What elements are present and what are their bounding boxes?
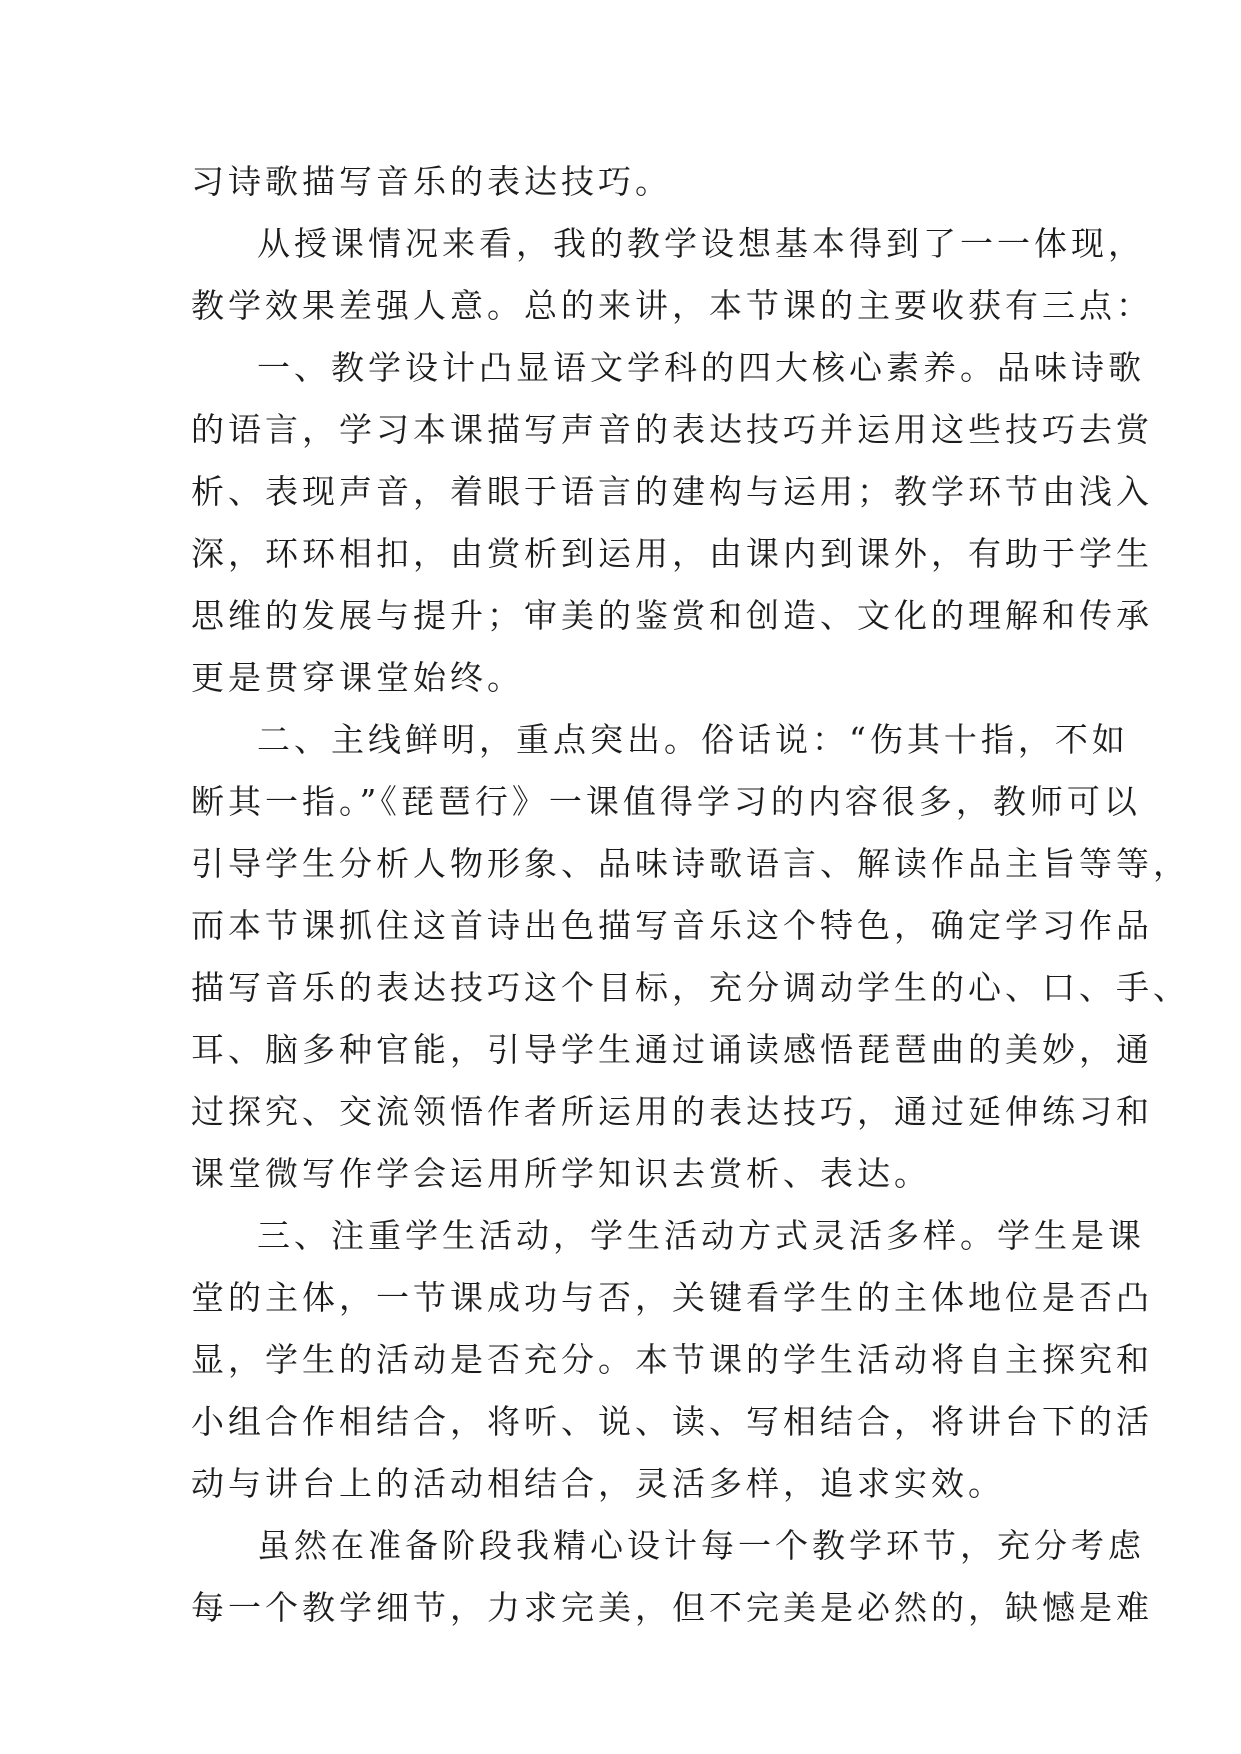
text-line: 耳、脑多种官能，引导学生通过诵读感悟琵琶曲的美妙，通: [191, 1030, 1153, 1069]
paragraph-start-line: 从授课情况来看，我的教学设想基本得到了一一体现，: [257, 224, 1145, 263]
paragraph-start-line: 三、注重学生活动，学生活动方式灵活多样。学生是课: [257, 1216, 1145, 1255]
text-line: 引导学生分析人物形象、品味诗歌语言、解读作品主旨等等，: [191, 844, 1190, 883]
text-line: 动与讲台上的活动相结合，灵活多样，追求实效。: [191, 1464, 1005, 1503]
text-line: 堂的主体，一节课成功与否，关键看学生的主体地位是否凸: [191, 1278, 1153, 1317]
text-line: 描写音乐的表达技巧这个目标，充分调动学生的心、口、手、: [191, 968, 1190, 1007]
text-line: 的语言，学习本课描写声音的表达技巧并运用这些技巧去赏: [191, 410, 1153, 449]
body-text: [191, 151, 1190, 1639]
text-line: 断其一指。”《琵琶行》一课值得学习的内容很多，教师可以: [191, 782, 1141, 821]
paragraph-start-line: 虽然在准备阶段我精心设计每一个教学环节，充分考虑: [257, 1526, 1145, 1565]
text-line: 教学效果差强人意。总的来讲，本节课的主要收获有三点：: [191, 286, 1153, 325]
text-line: 深，环环相扣，由赏析到运用，由课内到课外，有助于学生: [191, 534, 1153, 573]
text-line: 习诗歌描写音乐的表达技巧。: [191, 162, 672, 201]
text-line: 小组合作相结合，将听、说、读、写相结合，将讲台下的活: [191, 1402, 1153, 1441]
text-line: 每一个教学细节，力求完美，但不完美是必然的，缺憾是难: [191, 1588, 1153, 1627]
paragraph-start-line: 二、主线鲜明，重点突出。俗话说：“伤其十指，不如: [257, 720, 1129, 759]
text-line: 课堂微写作学会运用所学知识去赏析、表达。: [191, 1154, 931, 1193]
text-line: 思维的发展与提升；审美的鉴赏和创造、文化的理解和传承: [191, 596, 1153, 635]
text-line: 而本节课抓住这首诗出色描写音乐这个特色，确定学习作品: [191, 906, 1153, 945]
paragraph-start-line: 一、教学设计凸显语文学科的四大核心素养。品味诗歌: [257, 348, 1145, 387]
text-line: 显，学生的活动是否充分。本节课的学生活动将自主探究和: [191, 1340, 1153, 1379]
text-line: 更是贯穿课堂始终。: [191, 658, 524, 697]
text-line: 析、表现声音，着眼于语言的建构与运用；教学环节由浅入: [191, 472, 1153, 511]
text-line: 过探究、交流领悟作者所运用的表达技巧，通过延伸练习和: [191, 1092, 1153, 1131]
